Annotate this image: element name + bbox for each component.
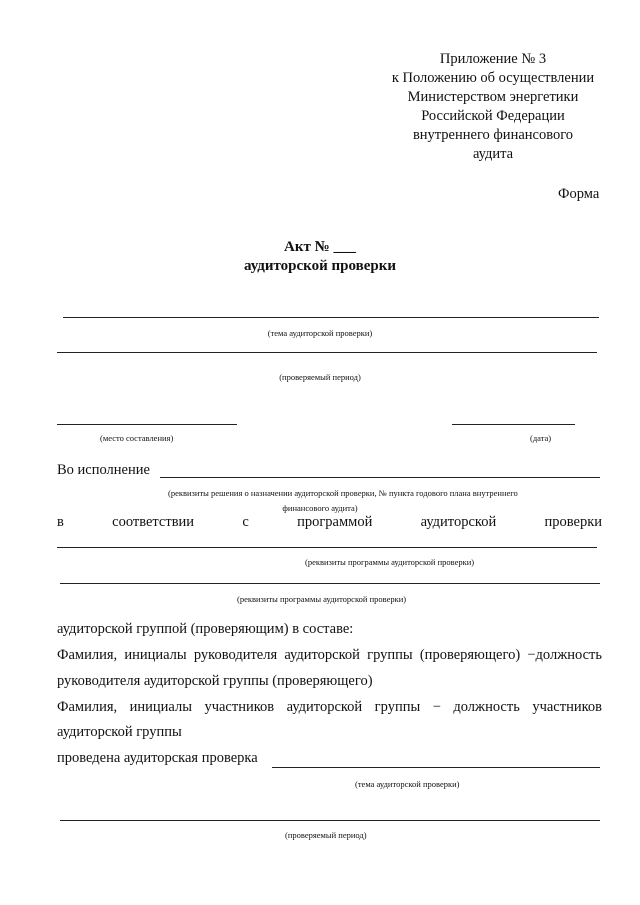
appendix-line: внутреннего финансового: [412, 127, 574, 143]
accordance-word: с: [242, 514, 249, 530]
group-line: аудиторской группой (проверяющим) в составе:: [57, 621, 354, 637]
appendix-header: [368, 50, 618, 164]
program-caption-2: (реквизиты программы аудиторской проверки): [237, 594, 407, 604]
leader-line-1: Фамилия, инициалы руководителя аудиторской группы (проверяющего) −должность: [57, 647, 602, 663]
decision-caption-line1: (реквизиты решения о назначении аудиторской проверки, № пункта годового плана внутреннего: [168, 488, 518, 498]
final-period-caption: (проверяемый период): [285, 830, 367, 840]
place-field-line[interactable]: [57, 424, 237, 425]
place-caption: (место составления): [100, 433, 174, 443]
title-subtitle: аудиторской проверки: [243, 258, 397, 274]
form-label: Форма: [558, 186, 600, 202]
program-caption-1: (реквизиты программы аудиторской проверки): [305, 557, 475, 567]
conducted-topic-caption: (тема аудиторской проверки): [355, 779, 460, 789]
accordance-word: соответствии: [112, 514, 195, 530]
conducted-topic-field-line[interactable]: [272, 767, 600, 768]
document-title: [0, 238, 640, 276]
fulfillment-label: Во исполнение: [57, 462, 150, 478]
leader-line-2: руководителя аудиторской группы (проверяющего): [57, 673, 373, 689]
period-caption: (проверяемый период): [279, 372, 361, 382]
decision-caption-line2: финансового аудита): [282, 503, 358, 513]
members-line-1: Фамилия, инициалы участников аудиторской группы − должность участников: [57, 699, 602, 715]
program-field-line-1[interactable]: [57, 547, 597, 548]
accordance-word: программой: [297, 514, 373, 530]
title-act-number: Акт № ___: [284, 239, 356, 255]
accordance-word: в: [57, 514, 64, 530]
members-line-2: аудиторской группы: [57, 724, 182, 740]
topic-field-line[interactable]: [63, 317, 599, 318]
appendix-line: Министерством энергетики: [407, 89, 579, 105]
appendix-line: Российской Федерации: [421, 108, 565, 124]
accordance-word: аудиторской: [420, 514, 497, 530]
program-field-line-2[interactable]: [60, 583, 600, 584]
date-caption: (дата): [530, 433, 552, 443]
date-field-line[interactable]: [452, 424, 575, 425]
topic-caption: (тема аудиторской проверки): [267, 328, 373, 338]
period-field-line[interactable]: [57, 352, 597, 353]
appendix-line: аудита: [472, 146, 514, 162]
appendix-line: к Положению об осуществлении: [391, 70, 595, 86]
conducted-label: проведена аудиторская проверка: [57, 750, 258, 766]
accordance-word: проверки: [544, 514, 602, 530]
appendix-line: Приложение № 3: [439, 51, 547, 67]
decision-field-line[interactable]: [160, 477, 600, 478]
accordance-line: [57, 514, 602, 531]
final-period-field-line[interactable]: [60, 820, 600, 821]
